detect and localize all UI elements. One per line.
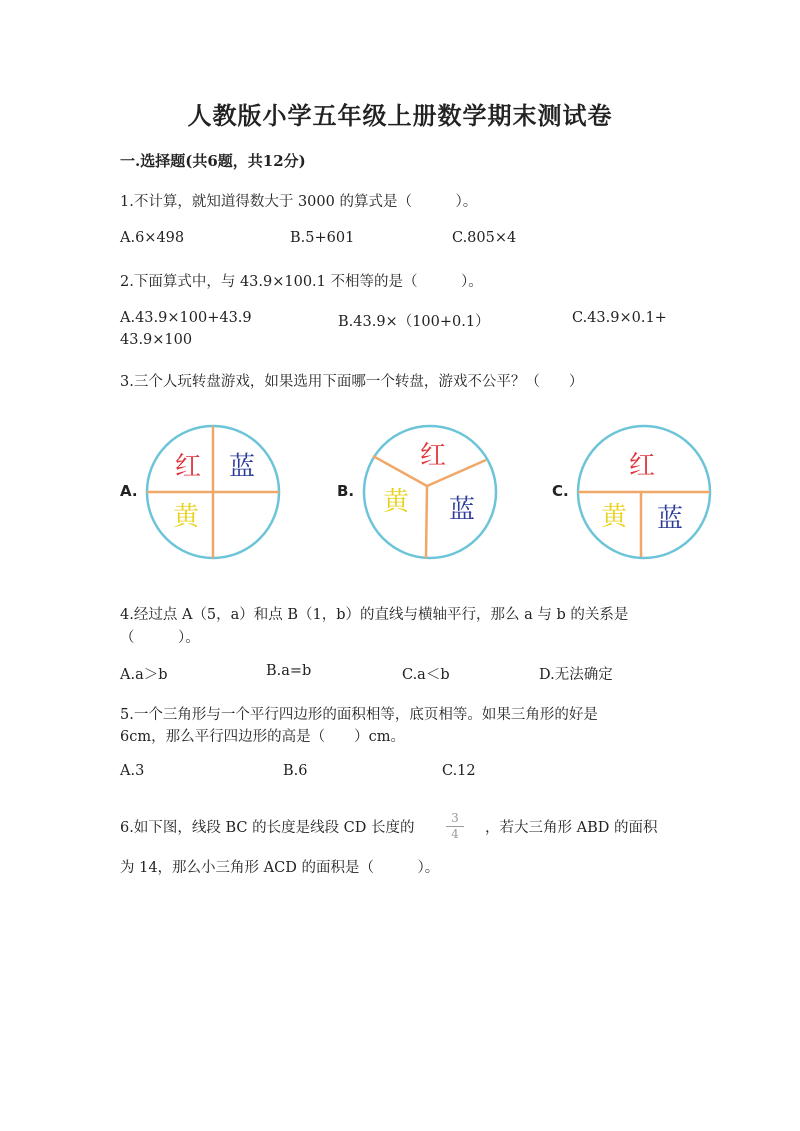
wheel-a-red-label: 红 <box>174 452 202 482</box>
q1-option-b: B.5+601 <box>290 230 355 246</box>
q2-option-c-continued: 43.9×100 <box>120 332 193 348</box>
q1-option-a: A.6×498 <box>120 230 185 246</box>
spinner-wheel-a <box>143 422 283 562</box>
question-4-text-line2: （ ）。 <box>120 630 200 646</box>
question-5-text-line1: 5.一个三角形与一个平行四边形的面积相等，底页相等。如果三角形的好是 <box>120 707 598 723</box>
page-title: 人教版小学五年级上册数学期末测试卷 <box>187 101 613 130</box>
spinner-wheel-b <box>360 422 500 562</box>
wheel-b-blue-label: 蓝 <box>448 495 476 525</box>
fraction-numerator: 3 <box>451 811 459 825</box>
question-6-text-part1: 6.如下图，线段 BC 的长度是线段 CD 长度的 <box>120 820 415 836</box>
wheel-b-divider-bottom <box>426 486 427 558</box>
q5-option-a: A.3 <box>120 763 145 779</box>
question-5-text-line2: 6cm，那么平行四边形的高是（ ）cm。 <box>120 729 405 745</box>
question-6-text-line2: 为 14，那么小三角形 ACD 的面积是（ ）。 <box>120 860 440 876</box>
q4-option-d: D.无法确定 <box>539 667 613 683</box>
section-heading: 一.选择题(共6题，共12分) <box>120 152 306 170</box>
question-4-text-line1: 4.经过点 A（5，a）和点 B（1，b）的直线与横轴平行，那么 a 与 b 的关系是 <box>120 607 629 623</box>
q3-option-c-label: C. <box>552 482 569 500</box>
q5-option-b: B.6 <box>283 763 308 779</box>
wheel-b-red-label: 红 <box>419 441 447 471</box>
question-1-text: 1.不计算，就知道得数大于 3000 的算式是（ ）。 <box>120 194 478 210</box>
q5-option-c: C.12 <box>442 763 476 779</box>
q2-option-c: C.43.9×0.1+ <box>572 310 667 326</box>
q4-option-c: C.a＜b <box>402 667 450 683</box>
wheel-c-yellow-label: 黄 <box>600 502 628 532</box>
q3-option-a-label: A. <box>120 482 138 500</box>
q1-option-c: C.805×4 <box>452 230 517 246</box>
fraction-denominator: 4 <box>451 827 459 841</box>
wheel-b-yellow-label: 黄 <box>382 487 410 517</box>
wheel-c-red-label: 红 <box>628 451 656 481</box>
q3-option-b-label: B. <box>337 482 355 500</box>
q4-option-b: B.a=b <box>266 663 312 679</box>
wheel-a-yellow-label: 黄 <box>172 502 200 532</box>
wheel-a-blue-label: 蓝 <box>228 452 256 482</box>
fraction-three-quarters <box>446 812 464 841</box>
q4-option-a: A.a＞b <box>120 667 168 683</box>
wheel-c-blue-label: 蓝 <box>656 504 684 534</box>
q2-option-a: A.43.9×100+43.9 <box>120 310 252 326</box>
question-6-text-part2: ，若大三角形 ABD 的面积 <box>485 820 658 836</box>
question-2-text: 2.下面算式中，与 43.9×100.1 不相等的是（ ）。 <box>120 274 483 290</box>
q2-option-b: B.43.9×（100+0.1） <box>338 314 490 330</box>
spinner-wheel-c <box>574 422 714 562</box>
question-3-text: 3.三个人玩转盘游戏，如果选用下面哪一个转盘，游戏不公平？（ ） <box>120 374 584 390</box>
